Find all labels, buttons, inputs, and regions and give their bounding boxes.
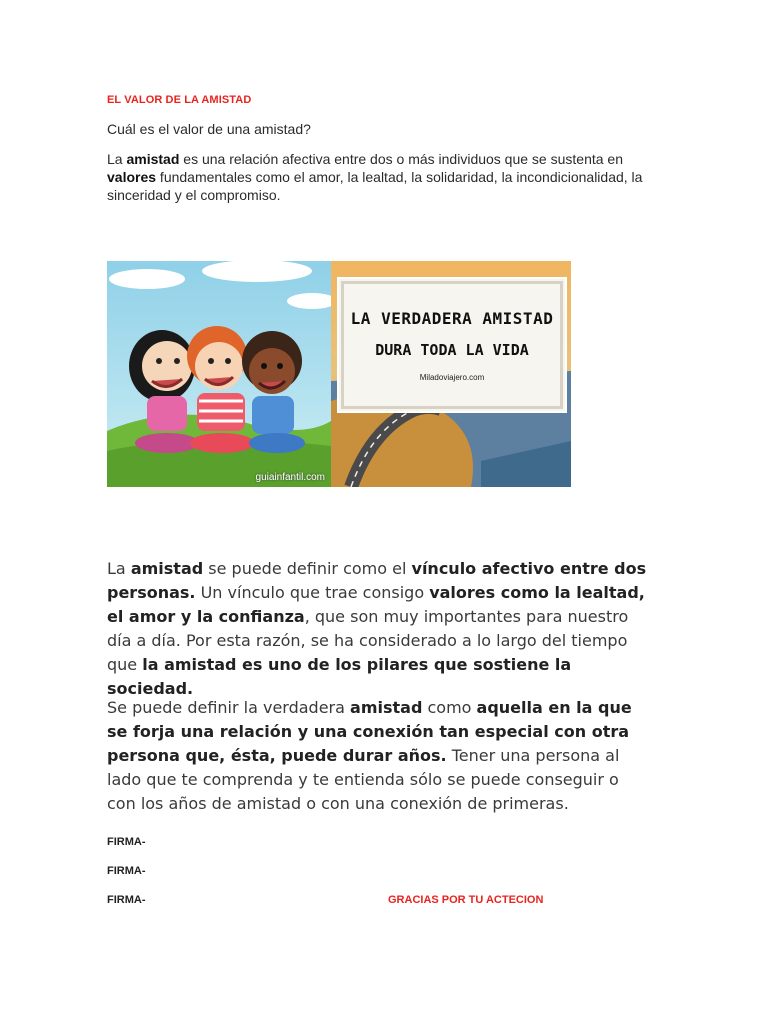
signature-line: FIRMA- xyxy=(107,836,146,848)
sign-source: Miladoviajero.com xyxy=(419,373,485,382)
intro-bold: valores xyxy=(107,169,157,185)
intro-bold: amistad xyxy=(126,151,180,167)
p1-text: La xyxy=(107,559,131,578)
sign-line-2: DURA TODA LA VIDA xyxy=(375,341,529,359)
friendship-image xyxy=(107,261,571,487)
signature-line: FIRMA- xyxy=(107,894,146,906)
p1-text: , que son muy importantes para nuestro día a día. Por esta razón, se ha considerado a lo largo del tiempo que xyxy=(107,607,629,674)
paragraph-true-friendship xyxy=(107,696,652,816)
kids-illustration xyxy=(107,261,331,487)
sign-line-1: LA VERDADERA AMISTAD xyxy=(350,309,554,328)
p1-bold: valores como la lealtad, el amor y la confianza xyxy=(107,583,645,626)
paragraph-definition xyxy=(107,557,652,701)
p2-text: Se puede definir la verdadera xyxy=(107,698,351,717)
document-title: EL VALOR DE LA AMISTAD xyxy=(107,94,252,106)
intro-text: La xyxy=(107,151,127,167)
image-credit: guiainfantil.com xyxy=(255,472,325,483)
p1-bold: la amistad es uno de los pilares que sostiene la sociedad. xyxy=(107,655,572,698)
p1-text: se puede definir como el xyxy=(203,559,412,578)
intro-text: fundamentales como el amor, la lealtad, la solidaridad, la incondicionalidad, la sinceridad y el compromiso. xyxy=(107,169,643,203)
p2-text: como xyxy=(422,698,477,717)
p1-bold: vínculo afectivo entre dos personas. xyxy=(107,559,647,602)
intro-text: es una relación afectiva entre dos o más individuos que se sustenta en xyxy=(179,151,623,167)
p2-bold: aquella en la que se forja una relación y una conexión tan especial con otra persona que, ésta, puede durar años. xyxy=(107,698,632,765)
intro-paragraph xyxy=(107,150,652,204)
p2-text: Tener una persona al lado que te comprenda y te entienda sólo se puede conseguir o con los años de amistad o con una conexión de primeras. xyxy=(107,746,620,813)
thanks-note: GRACIAS POR TU ACTECION xyxy=(388,894,544,906)
question-heading: Cuál es el valor de una amistad? xyxy=(107,121,311,137)
road-photo xyxy=(331,261,571,487)
p1-text: Un vínculo que trae consigo xyxy=(195,583,430,602)
p2-bold: amistad xyxy=(350,698,423,717)
signature-line: FIRMA- xyxy=(107,865,146,877)
quote-sign xyxy=(339,279,565,411)
p1-bold: amistad xyxy=(130,559,204,578)
